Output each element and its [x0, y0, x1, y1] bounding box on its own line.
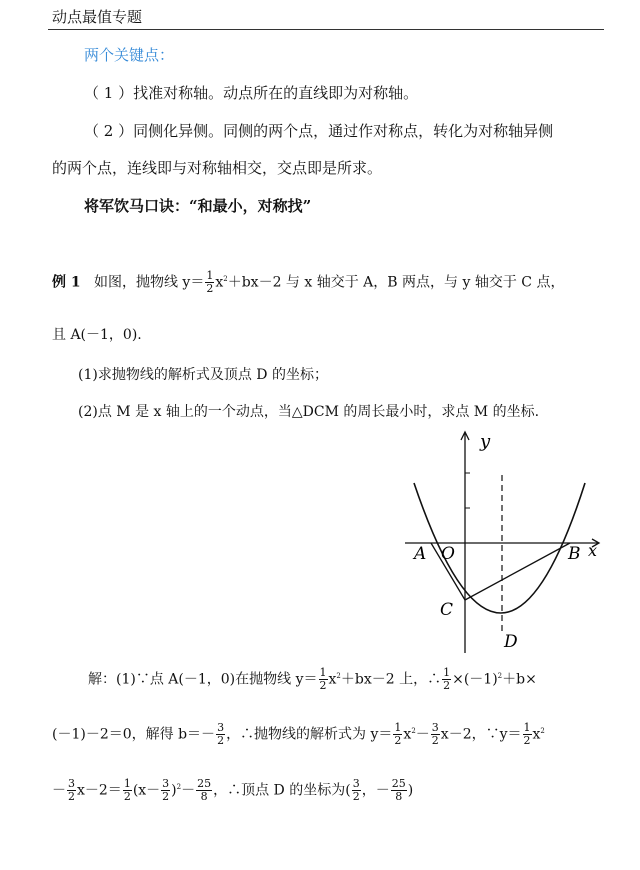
question-1: (1)求抛物线的解析式及顶点 D 的坐标； — [78, 367, 328, 383]
point-o-label: O — [441, 544, 455, 564]
example-line2: 且 A(－1，0). — [52, 327, 142, 343]
exponent: 2 — [223, 274, 228, 283]
key-point-2-line2: 的两个点，连线即与对称轴相交，交点即是所求。 — [52, 159, 383, 177]
solution-line2: (－1)－2＝0，解得 b＝－ $\frac{3}{2}$ ，∴抛物线的解析式为 y＝ $\frac{1}{2}$ $x^2-$ $\frac{3}{2}$ x－2，∵y＝ $\frac{1}{2}$ $x^2$ — [52, 721, 545, 747]
key-point-1: （ 1 ）找准对称轴。动点所在的直线即为对称轴。 — [84, 84, 419, 102]
segment-cb — [465, 543, 570, 600]
motto: 将军饮马口诀：“和最小，对称找” — [84, 197, 312, 215]
example-text-c: ＋bx－2 与 x 轴交于 A，B 两点，与 y 轴交于 C 点， — [227, 274, 565, 291]
point-a-label: A — [414, 544, 427, 564]
example-text-b: x — [215, 274, 224, 291]
axis-y-label: y — [480, 431, 491, 452]
point-d-label: D — [504, 632, 518, 652]
parabola-curve — [414, 483, 585, 613]
page-header-title: 动点最值专题 — [52, 8, 143, 26]
example-label: 例 1 — [52, 274, 81, 291]
question-2: (2)点 M 是 x 轴上的一个动点，当△DCM 的周长最小时，求点 M 的坐标. — [78, 404, 540, 420]
fraction-half: $\frac{1}{2}$ — [206, 269, 214, 295]
parabola-figure — [400, 425, 610, 655]
axis-x-label: x — [588, 541, 598, 560]
example-statement — [52, 270, 564, 295]
solution-line3: － $\frac{3}{2}$ x－2＝ $\frac{1}{2}$ (x－ $\frac{3}{2}$ )$^2$－ $\frac{25}{8}$ ，∴顶点 D 的坐标为( $\frac{3}{2}$ ，－ $\frac{25}{8}$ ) — [52, 777, 414, 803]
point-b-label: B — [568, 544, 581, 564]
header-divider — [48, 29, 604, 30]
point-c-label: C — [440, 600, 454, 620]
example-text-a: 如图，抛物线 y＝ — [93, 274, 205, 291]
key-points-heading: 两个关键点： — [84, 46, 175, 64]
solution-line1: 解：(1)∵点 A(－1，0)在抛物线 y＝ $\frac{1}{2}$ $x^2+bx-2$ 上，∴ $\frac{1}{2}$ $\times(-1)^2+b\times$ — [88, 666, 537, 692]
key-point-2-line1: （ 2 ）同侧化异侧。同侧的两个点，通过作对称点，转化为对称轴异侧 — [84, 122, 554, 140]
